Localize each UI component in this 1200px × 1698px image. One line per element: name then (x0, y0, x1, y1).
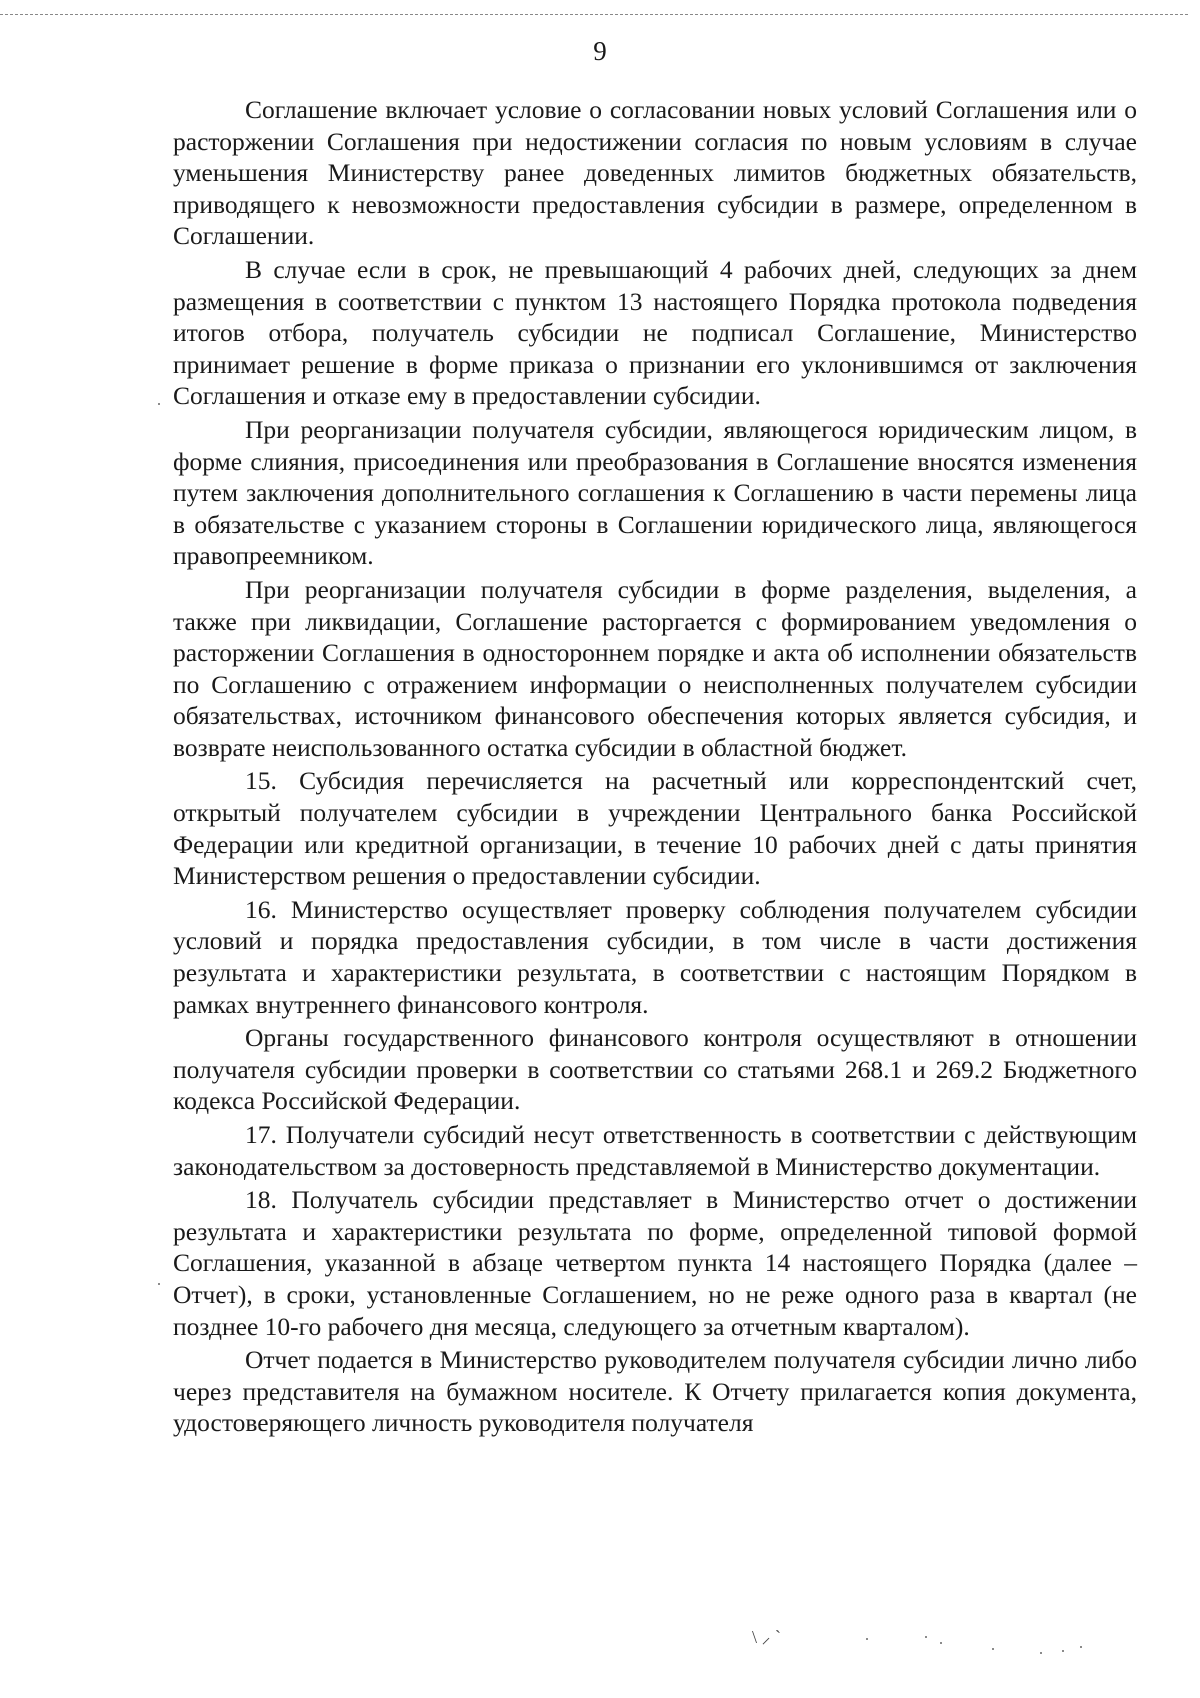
paragraph-item-17: 17. Получатели субсидий несут ответственность в соответствии с действующим законодательством за достоверность представляемой в Министерство документации. (173, 1120, 1137, 1181)
paragraph-report-submission: Отчет подается в Министерство руководителем получателя субсидии лично либо через представителя на бумажном носителе. К Отчету прилагается копия документа, удостоверяющего личность руководителя получателя (173, 1345, 1137, 1438)
scan-artifact-dot (158, 1283, 160, 1285)
page-number: 9 (593, 36, 607, 66)
document-body (173, 94, 1137, 1441)
scan-artifact-dot (940, 1642, 942, 1644)
paragraph-item-18: 18. Получатель субсидии представляет в Министерство отчет о достижении результата и характеристики результата по форме, определенной типовой формой Соглашения, указанной в абзаце четвертом пункта 14 настоящего Порядка (далее – Отчет), в сроки, установленные Соглашением, но не реже одного раза в квартал (не позднее 10-го рабочего дня месяца, следующего за отчетным кварталом). (173, 1185, 1137, 1341)
scan-artifact-mark: \ ⸝ ` (752, 1627, 781, 1647)
scan-artifact-dot (1080, 1646, 1082, 1648)
paragraph-agreement-new-conditions: Соглашение включает условие о согласовании новых условий Соглашения или о расторжении Соглашения при недостижении согласия по новым условиям в случае уменьшения Министерству ранее доведенных лимитов бюджетных обязательств, приводящего к невозможности предоставления субсидии в размере, определенном в Соглашении. (173, 95, 1137, 251)
scan-artifact-dot (158, 403, 160, 405)
scan-artifact-dot (992, 1648, 994, 1650)
paragraph-reorganization-division: При реорганизации получателя субсидии в форме разделения, выделения, а также при ликвидации, Соглашение расторгается с формированием уведомления о расторжении Соглашения в одностороннем порядке и акта об исполнении обязательств по Соглашению с отражением информации о неисполненных получателем субсидии обязательствах, источником финансового обеспечения которых является субсидия, и возврате неиспользованного остатка субсидии в областной бюджет. (173, 574, 1137, 762)
paragraph-state-financial-control: Органы государственного финансового контроля осуществляют в отношении получателя субсидии проверки в соответствии со статьями 268.1 и 269.2 Бюджетного кодекса Российской Федерации. (173, 1023, 1137, 1116)
paragraph-reorganization-merger: При реорганизации получателя субсидии, являющегося юридическим лицом, в форме слияния, присоединения или преобразования в Соглашение вносятся изменения путем заключения дополнительного соглашения к Соглашению в части перемены лица в обязательстве с указанием стороны в Соглашении юридического лица, являющегося правопреемником. (173, 414, 1137, 571)
scan-artifact-dot (1040, 1652, 1042, 1654)
scan-artifact-dot (1062, 1650, 1064, 1652)
paragraph-refusal-to-sign: В случае если в срок, не превышающий 4 рабочих дней, следующих за днем размещения в соответствии с пунктом 13 настоящего Порядка протокола подведения итогов отбора, получатель субсидии не подписал Соглашение, Министерство принимает решение в форме приказа о признании его уклонившимся от заключения Соглашения и отказе ему в предоставлении субсидии. (173, 254, 1137, 411)
paragraph-item-15: 15. Субсидия перечисляется на расчетный или корреспондентский счет, открытый получателем субсидии в учреждении Центрального банка Российской Федерации или кредитной организации, в течение 10 рабочих дней с даты принятия Министерством решения о предоставлении субсидии. (173, 766, 1137, 891)
scan-artifact-dot (925, 1636, 927, 1638)
scan-top-edge-line (0, 14, 1188, 15)
paragraph-item-16: 16. Министерство осуществляет проверку соблюдения получателем субсидии условий и порядка предоставления субсидии, в том числе в части достижения результата и характеристики результата, в соответствии с настоящим Порядком в рамках внутреннего финансового контроля. (173, 894, 1137, 1019)
scan-artifact-dot (866, 1638, 868, 1640)
